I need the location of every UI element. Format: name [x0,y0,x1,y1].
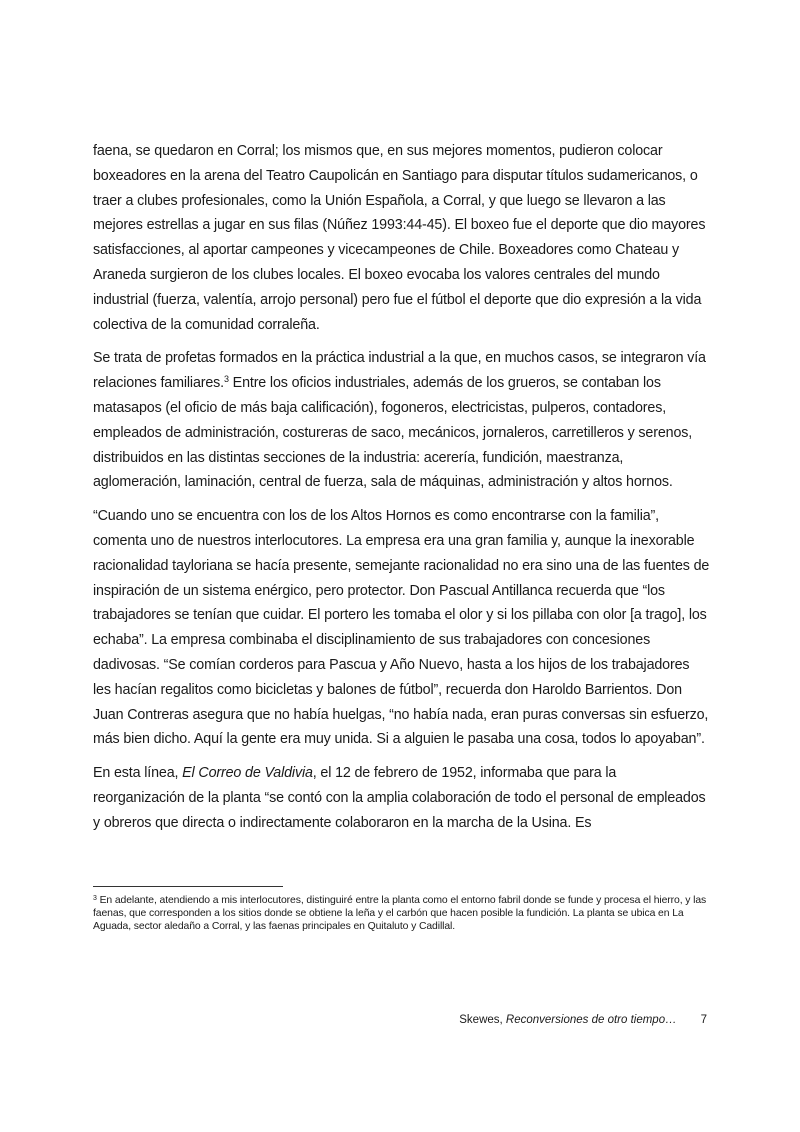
footnote-reference[interactable]: 3 [224,374,229,385]
paragraph-4-text-end: , el 12 de febrero de 1952, informaba que para la reorganización de la planta “se contó con la amplia colaboración de todo el personal de empleados y obreros que directa o indirectamente colaboraron en la marcha de la Usina. Es [93,765,706,831]
footer-title: Reconversiones de otro tiempo… [505,1014,677,1026]
footnote [93,895,711,933]
paragraph-3: “Cuando uno se encuentra con los de los Altos Hornos es como encontrarse con la familia”, comenta uno de nuestros interlocutores. La empresa era una gran familia y, aunque la inexorable racionalidad tayloriana se hacía presente, semejante racionalidad no era sino una de las fuentes de inspiración de un sistema enérgico, pero protector. Don Pascual Antillanca recuerda que “los trabajadores se tenían que cuidar. El portero les tomaba el olor y si los pillaba con olor [a trago], los echaba”. La empresa combinaba el disciplinamiento de sus trabajadores con concesiones dadivosas. “Se comían corderos para Pascua y Año Nuevo, hasta a los hijos de los trabajadores les hacían regalitos como bicicletas y balones de fútbol”, recuerda don Haroldo Barrientos. Don Juan Contreras asegura que no había huelgas, “no había nada, eran puras conversas sin esfuerzo, más bien dicho. Aquí la gente era muy unida. Si a alguien le pasaba una cosa, todos lo apoyaban”. [93,508,710,748]
body-text [93,139,711,845]
paragraph-2 [93,346,711,495]
footer-author: Skewes, [459,1014,506,1026]
paragraph-4-text-start: En esta línea, [93,765,183,782]
paragraph-2-text-start: Se trata de profetas formados en la práctica industrial a la que, en muchos casos, se integraron vía relaciones familiares. [93,350,706,392]
paragraph-2-text-end: Entre los oficios industriales, además de los grueros, se contaban los matasapos (el oficio de más baja calificación), fogoneros, electricistas, pulperos, contadores, empleados de administración, costureras de saco, mecánicos, jornaleros, carretilleros y serenos, distribuidos en las distintas secciones de la industria: acerería, fundición, maestranza, aglomeración, laminación, central de fuerza, sala de máquinas, administración y altos hornos. [93,375,693,491]
paragraph-1: faena, se quedaron en Corral; los mismos que, en sus mejores momentos, pudieron colocar boxeadores en la arena del Teatro Caupolicán en Santiago para disputar títulos sudamericanos, o traer a clubes profesionales, como la Unión Española, a Corral, y que luego se llevaron a las mejores estrellas a jugar en sus filas (Núñez 1993:44-45). El boxeo fue el deporte que dio mayores satisfacciones, al aportar campeones y vicecampeones de Chile. Boxeadores como Chateau y Araneda surgieron de los clubes locales. El boxeo evocaba los valores centrales del mundo industrial (fuerza, valentía, arrojo personal) pero fue el fútbol el deporte que dio expresión a la vida colectiva de la comunidad corraleña. [93,143,706,333]
footnote-text: En adelante, atendiendo a mis interlocutores, distinguiré entre la planta como el entorno fabril donde se funde y procesa el hierro, y las faenas, que corresponden a los sitios donde se obtiene la leña y el carbón que hacen posible la fundición. La planta se ubica en La Aguada, sector aledaño a Corral, y las faenas principales en Quitaluto y Cadillal. [93,895,707,932]
footnote-separator [93,886,283,887]
newspaper-title: El Correo de Valdivia [182,765,313,782]
page-number: 7 [700,1014,707,1026]
footnote-marker: 3 [93,895,97,902]
paragraph-4 [93,761,711,835]
page-footer [459,1014,707,1026]
